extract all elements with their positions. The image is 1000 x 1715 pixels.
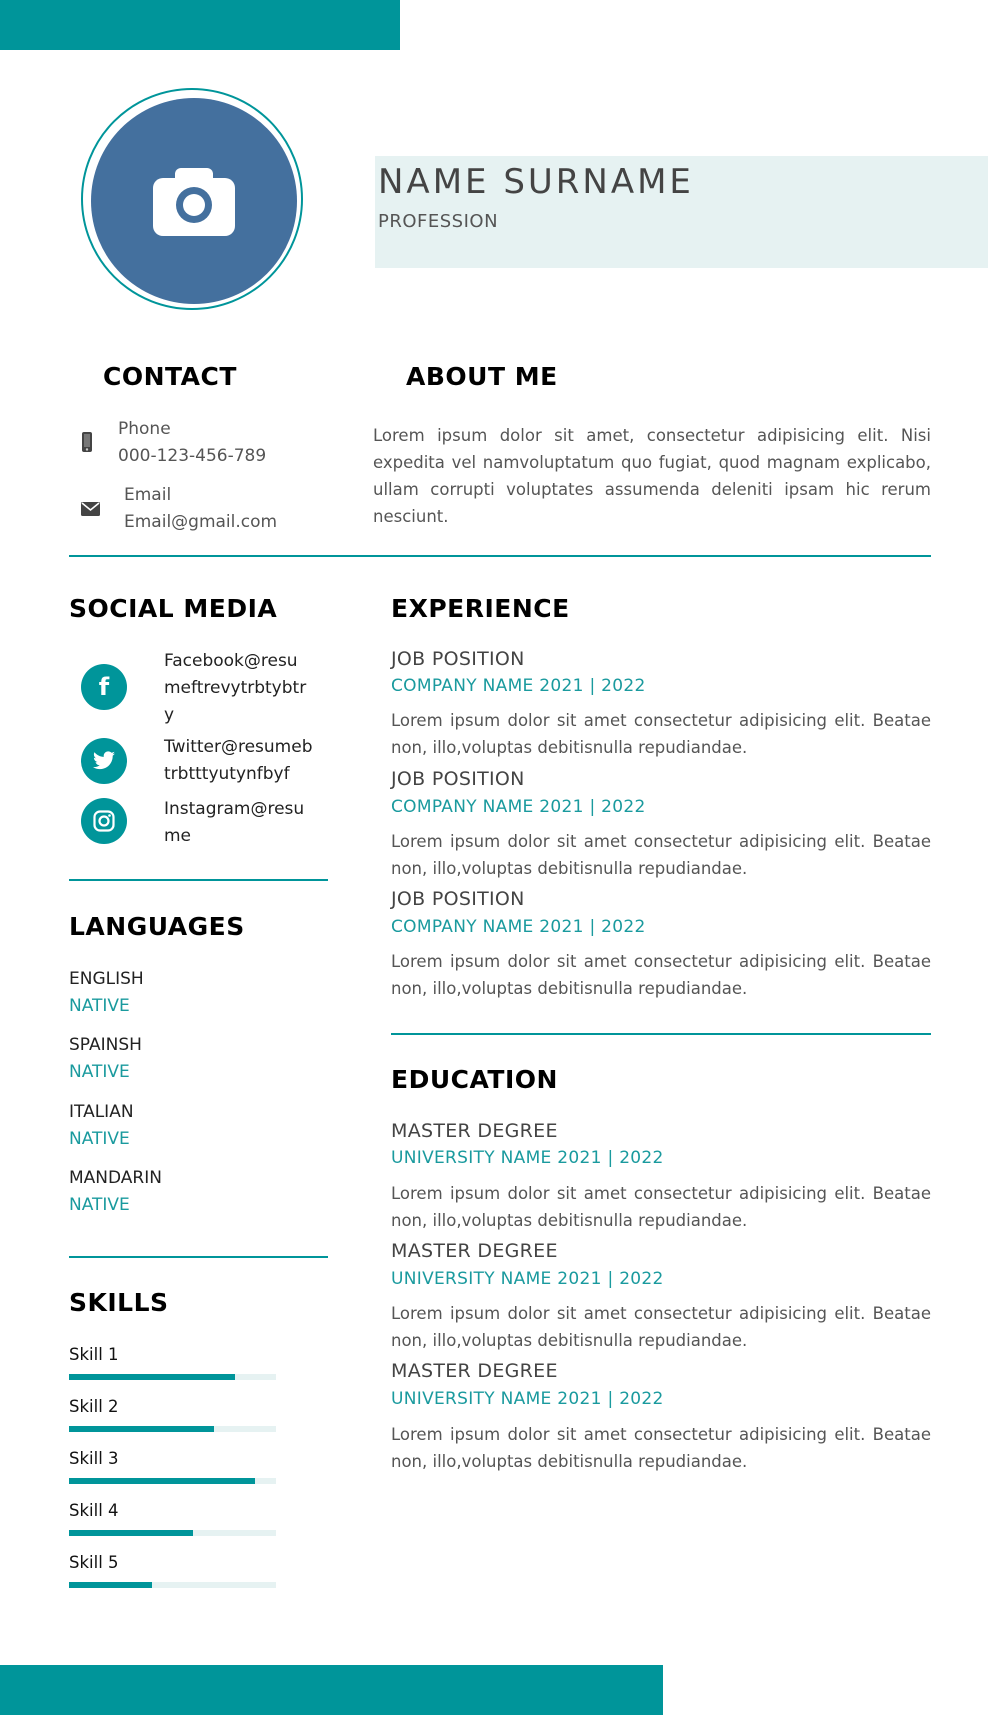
email-label: Email [124, 485, 172, 505]
degree-title: MASTER DEGREE [391, 1360, 558, 1382]
section-divider-social [69, 879, 328, 881]
section-divider-languages [69, 1256, 328, 1258]
skill-bar-track [69, 1374, 276, 1380]
skill-bar-track [69, 1530, 276, 1536]
skill-name: Skill 5 [69, 1553, 119, 1572]
about-text: Lorem ipsum dolor sit amet, consectetur adipisicing elit. Nisi expedita vel namvoluptatum quo fugiat, quod magnam explicabo, ullam corrupti voluptates assumenda deleniti ipsam hic rerum nesciunt. [373, 426, 931, 526]
degree-title: MASTER DEGREE [391, 1240, 558, 1262]
job-position: JOB POSITION [391, 888, 525, 910]
twitter-button[interactable] [81, 738, 127, 784]
job-description: Lorem ipsum dolor sit amet consectetur adipisicing elit. Beatae non, illo,voluptas debitisnulla repudiandae. [391, 832, 931, 878]
twitter-handle[interactable]: Twitter@resumebtrbtttyutynfbyf [164, 737, 313, 784]
language-name: ENGLISH [69, 969, 144, 989]
job-position: JOB POSITION [391, 648, 525, 670]
top-accent-bar [0, 0, 400, 50]
facebook-icon [94, 675, 114, 699]
languages-heading: LANGUAGES [69, 912, 245, 941]
profession: PROFESSION [378, 211, 499, 232]
language-name: MANDARIN [69, 1168, 162, 1188]
university-name: UNIVERSITY NAME 2021 | 2022 [391, 1269, 664, 1289]
language-level: NATIVE [69, 1062, 130, 1082]
email-icon [81, 502, 100, 516]
language-level: NATIVE [69, 996, 130, 1016]
person-name: NAME SURNAME [378, 162, 694, 202]
skill-bar-fill [69, 1582, 152, 1588]
skill-name: Skill 4 [69, 1501, 119, 1520]
language-name: SPAINSH [69, 1035, 142, 1055]
company-name: COMPANY NAME 2021 | 2022 [391, 676, 646, 696]
svg-text:f: f [98, 675, 110, 699]
bottom-accent-bar [0, 1665, 663, 1715]
job-position: JOB POSITION [391, 768, 525, 790]
language-level: NATIVE [69, 1129, 130, 1149]
degree-title: MASTER DEGREE [391, 1120, 558, 1142]
email-value[interactable]: Email@gmail.com [124, 512, 278, 532]
language-name: ITALIAN [69, 1102, 134, 1122]
experience-heading: EXPERIENCE [391, 594, 570, 623]
skills-heading: SKILLS [69, 1288, 169, 1317]
degree-description: Lorem ipsum dolor sit amet consectetur adipisicing elit. Beatae non, illo,voluptas debitisnulla repudiandae. [391, 1304, 931, 1350]
skill-bar-track [69, 1426, 276, 1432]
skill-bar-fill [69, 1530, 193, 1536]
facebook-handle[interactable]: Facebook@resumeftrevytrbtybtry [164, 651, 307, 725]
education-heading: EDUCATION [391, 1065, 558, 1094]
company-name: COMPANY NAME 2021 | 2022 [391, 917, 646, 937]
camera-icon [153, 166, 235, 236]
instagram-button[interactable] [81, 798, 127, 844]
instagram-icon [93, 810, 115, 832]
job-description: Lorem ipsum dolor sit amet consectetur adipisicing elit. Beatae non, illo,voluptas debitisnulla repudiandae. [391, 952, 931, 998]
section-divider-experience [391, 1033, 931, 1035]
skill-bar-fill [69, 1426, 214, 1432]
job-description: Lorem ipsum dolor sit amet consectetur adipisicing elit. Beatae non, illo,voluptas debitisnulla repudiandae. [391, 711, 931, 757]
degree-description: Lorem ipsum dolor sit amet consectetur adipisicing elit. Beatae non, illo,voluptas debitisnulla repudiandae. [391, 1184, 931, 1230]
language-level: NATIVE [69, 1195, 130, 1215]
twitter-icon [92, 751, 116, 771]
skill-name: Skill 2 [69, 1397, 119, 1416]
profile-photo-placeholder[interactable] [91, 98, 297, 304]
skill-bar-track [69, 1478, 276, 1484]
contact-heading: CONTACT [103, 362, 237, 391]
facebook-button[interactable] [81, 664, 127, 710]
skill-name: Skill 1 [69, 1345, 119, 1364]
skill-bar-fill [69, 1478, 255, 1484]
university-name: UNIVERSITY NAME 2021 | 2022 [391, 1389, 664, 1409]
company-name: COMPANY NAME 2021 | 2022 [391, 797, 646, 817]
skill-bar-track [69, 1582, 276, 1588]
skill-bar-fill [69, 1374, 235, 1380]
about-heading: ABOUT ME [406, 362, 558, 391]
skill-name: Skill 3 [69, 1449, 119, 1468]
section-divider-top [69, 555, 931, 557]
phone-icon [82, 432, 92, 452]
instagram-handle[interactable]: Instagram@resume [164, 799, 305, 846]
degree-description: Lorem ipsum dolor sit amet consectetur adipisicing elit. Beatae non, illo,voluptas debitisnulla repudiandae. [391, 1425, 931, 1471]
university-name: UNIVERSITY NAME 2021 | 2022 [391, 1148, 664, 1168]
phone-value[interactable]: 000-123-456-789 [118, 446, 267, 466]
phone-label: Phone [118, 419, 171, 439]
social-heading: SOCIAL MEDIA [69, 594, 278, 623]
